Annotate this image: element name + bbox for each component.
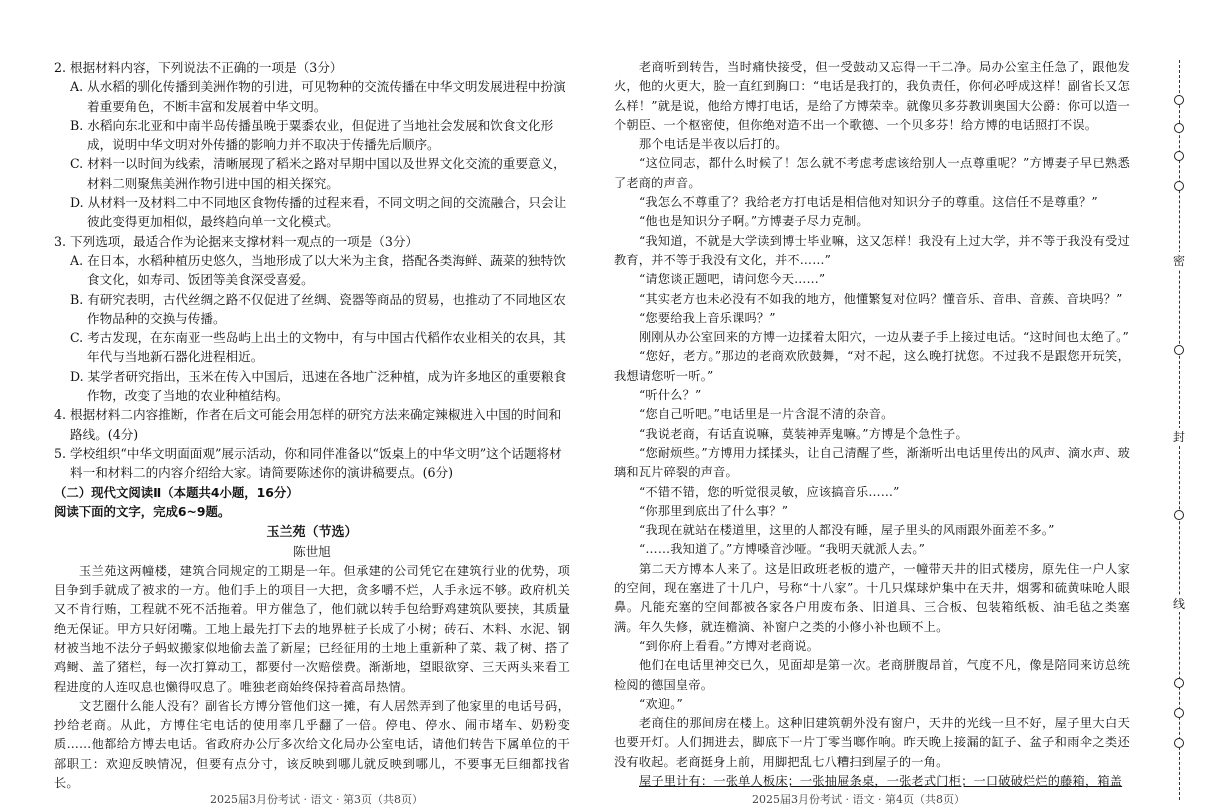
question-stem: 4. 根据材料二内容推断，作者在后文可能会用怎样的研究方法来确定辣椒进入中国的时间和路线。(4分) — [54, 407, 562, 442]
binding-hole-icon — [1174, 708, 1184, 718]
passage-paragraph: “我怎么不尊重了？我给老方打电话是相信他对知识分子的尊重。这信任不是尊重？” — [639, 195, 1098, 210]
binding-label-close: 封 — [1168, 428, 1190, 445]
binding-hole-icon — [1174, 123, 1184, 133]
page-footer-left: 2025届3月份考试 · 语文 · 第3页（共8页） — [210, 793, 423, 806]
passage-title: 玉兰苑（节选） — [266, 525, 358, 541]
question-2 — [54, 58, 570, 77]
passage-paragraph: 第二天方博本人来了。这是旧政班老板的遗产，一幢带天井的旧式楼房，原先住一户人家的空间，现在塞进了十几户，号称“十八家”。十几只煤球炉集中在天井，烟雾和硫黄味呛人眼鼻。凡能充塞的空间都被各家各户用废布条、旧道具、三合板、包装箱纸板、油毛毡之类塞满。年久失修，就连檐滴、补窗户之类的小修小补也顾不上。 — [614, 561, 1130, 634]
option-b: B. 有研究表明，古代丝绸之路不仅促进了丝绸、瓷器等商品的贸易，也推动了不同地区农作物品种的交换与传播。 — [70, 291, 566, 326]
binding-label-seal: 密 — [1168, 252, 1190, 269]
binding-hole-icon — [1174, 181, 1184, 191]
binding-label-line: 线 — [1168, 595, 1190, 612]
option-a: A. 在日本，水稻种植历史悠久，当地形成了以大米为主食，搭配各类海鲜、蔬菜的独特饮食文化，如寿司、饭团等美食深受喜爱。 — [70, 252, 566, 288]
passage-body — [54, 562, 570, 794]
passage-paragraph: “听什么？” — [639, 388, 702, 403]
passage-paragraph: “他也是知识分子啊。”方博妻子尽力克制。 — [639, 214, 869, 229]
option-d: D. 某学者研究指出，玉米在传入中国后，迅速在各地广泛种植，成为许多地区的重要粮食作物，改变了当地的农业种植结构。 — [70, 368, 567, 404]
passage-paragraph: “你那里到底出了什么事？” — [639, 503, 789, 518]
passage-paragraph: “您要给我上音乐课吗？” — [639, 310, 776, 325]
binding-hole-icon — [1174, 510, 1184, 520]
passage-paragraph: “我现在就站在楼道里，这里的人都没有睡，屋子里头的风雨跟外面差不多。” — [639, 523, 1055, 538]
passage-paragraph: 老商住的那间房在楼上。这种旧建筑朝外没有窗户，天井的光线一旦不好，屋子里大白天也要开灯。人们拥进去，脚底下一片丁零当啷作响。昨天晚上接漏的缸子、盆子和雨伞之类还没有收起。老商挺身上前，用脚把乱七八糟扫到屋子的一角。 — [614, 716, 1130, 769]
passage-paragraph: 玉兰苑这两幢楼，建筑合同规定的工期是一年。但承建的公司凭它在建筑行业的优势，项目争到手就成了被求的一方。他们手上的项目一大把，贪多嚼不烂，人手永远不够。政府机关又不肯行贿，工程就不死不活拖着。甲方催急了，他们就以转手包给野鸡建筑队要挟，其质量绝无保证。甲方只好闭嘴。工地上最先打下去的地界桩子长成了小树；砖石、木料、水泥、钢材被当地不法分子蚂蚁搬家似地偷去盖了新屋；已经征用的土地上重新种了菜、栽了树、搭了鸡鲥、盖了猪栏，每一次打算动工，都要付一次赔偿费。渐渐地，望眼欲穿、三天两头来看工程进度的人连叹息也懒得叹息了。唯独老商始终保持着高昂热情。 — [54, 563, 570, 694]
question-3 — [54, 232, 570, 251]
binding-hole-icon — [1174, 738, 1184, 748]
passage-paragraph: 老商听到转告，当时痛快接受，但一受鼓动又忘得一干二净。局办公室主任急了，跟他发火，他的火更大，脸一直红到胸口：“电话是我打的，我负责任，你何必呼成这样！副省长又怎么样！”就是说，他给方博打电话，是给了方博荣幸。就像贝多芬教训奥国大公爵：你可以造一个朝臣、一个枢密使，但你绝对造不出一个歌德、一个贝多芬！给方博的电话照打不误。 — [614, 60, 1130, 132]
left-column — [54, 58, 570, 793]
right-column — [614, 58, 1130, 791]
passage-paragraph: 文艺圈什么能人没有？副省长方博分管他们这一摊，有人居然弄到了他家里的电话号码，抄给老商。从此，方博住宅电话的使用率几乎翻了一倍。停电、停水、闹市堵车、奶粉变质……他都给方博去电话。省政府办公厅多次给文化局办公室电话，请他们转告下属单位的干部职工：欢迎反映情况，但要有点分寸，该反映到哪儿就反映到哪儿，不要事无巨细都找省长。 — [54, 698, 570, 790]
passage-paragraph: “其实老方也未必没有不如我的地方，他懂繁复对位吗？懂音乐、音串、音蔟、音块吗？” — [639, 291, 1123, 306]
question-5 — [54, 444, 570, 483]
question-stem: 5. 学校组织“中华文明面面观”展示活动，你和同伴准备以“饭桌上的中华文明”这个话题将材料一和材料二的内容介绍给大家。请简要陈述你的演讲稿要点。(6分) — [54, 445, 562, 481]
binding-margin — [1164, 60, 1194, 800]
page-footer-right: 2025届3月份考试 · 语文 · 第4页（共8页） — [752, 793, 965, 806]
option-c: C. 考古发现，在东南亚一些岛屿上出土的文物中，有与中国古代稻作农业相关的农具，其年代与当地新石器化进程相近。 — [70, 330, 566, 365]
binding-hole-icon — [1174, 345, 1184, 355]
passage-paragraph: “您好，老方。”那边的老商欢欣鼓舞，“对不起，这么晚打扰您。不过我不是跟您开玩笑，我想请您听一听。” — [614, 349, 1130, 383]
binding-hole-icon — [1174, 95, 1184, 105]
section-heading: （二）现代文阅读Ⅱ（本题共4小题，16分） — [54, 484, 299, 500]
reading-instruction: 阅读下面的文字，完成6~9题。 — [54, 503, 231, 519]
passage-paragraph: “您自己听吧。”电话里是一片含混不清的杂音。 — [639, 407, 894, 422]
question-stem: 2. 根据材料内容，下列说法不正确的一项是（3分） — [54, 60, 343, 75]
passage-paragraph: “不错不错，您的听觉很灵敏，应该搞音乐……” — [639, 484, 900, 499]
passage-paragraph: “……我知道了。”方博嗓音沙哑。“我明天就派人去。” — [639, 542, 926, 557]
passage-author: 陈世旭 — [293, 544, 331, 560]
binding-hole-icon — [1174, 678, 1184, 688]
passage-paragraph: 屋子里计有：一张单人板床；一张抽屉条桌，一张老式门柜；一口破破烂烂的藤箱，箱盖 — [639, 773, 1123, 788]
binding-hole-icon — [1174, 151, 1184, 161]
passage-paragraph: 刚刚从办公室回来的方博一边揉着太阳穴，一边从妻子手上接过电话。“这时间也太绝了。” — [639, 330, 1129, 345]
passage-paragraph: “我说老商，有话直说嘛，莫装神弄鬼嘛。”方博是个急性子。 — [639, 426, 968, 441]
passage-paragraph: 那个电话是半夜以后打的。 — [639, 137, 788, 152]
passage-paragraph: “这位同志，都什么时候了！怎么就不考虑考虑该给别人一点尊重呢？”方博妻子早已熟悉了老商的声音。 — [614, 156, 1130, 190]
passage-paragraph: “欢迎。” — [639, 696, 683, 711]
question-4 — [54, 405, 570, 444]
passage-paragraph: “我知道，不就是大学读到博士毕业嘛，这又怎样！我没有上过大学，并不等于我没有受过教育，并不等于我没有文化，并不……” — [614, 233, 1130, 267]
option-b: B. 水稻向东北亚和中南半岛传播虽晚于粟黍农业，但促进了当地社会发展和饮食文化形成，说明中华文明对外传播的影响力并不取决于传播先后顺序。 — [70, 117, 554, 153]
question-stem: 3. 下列选项，最适合作为论据来支撑材料一观点的一项是（3分） — [54, 233, 419, 249]
passage-paragraph: “到你府上看看。”方博对老商说。 — [639, 638, 820, 653]
passage-paragraph: “请您谈正题吧，请问您今天……” — [639, 272, 826, 287]
option-a: A. 从水稻的驯化传播到美洲作物的引进，可见物种的交流传播在中华文明发展进程中扮演着重要角色，不断丰富和发展着中华文明。 — [70, 79, 566, 114]
passage-paragraph: “您耐烦些。”方博用力揉揉头，让自己清醒了些，渐渐听出电话里传出的风声、滴水声、玻璃和瓦片碎裂的声音。 — [614, 445, 1130, 480]
option-c: C. 材料一以时间为线索，清晰展现了稻米之路对早期中国以及世界文化交流的重要意义，材料二则聚焦美洲作物引进中国的相关探究。 — [70, 156, 566, 191]
option-d: D. 从材料一及材料二中不同地区食物传播的过程来看，不同文明之间的交流融合，只会让彼此变得更加相似，最终趋向单一文化模式。 — [70, 195, 567, 230]
passage-paragraph: 他们在电话里神交已久，见面却是第一次。老商胼腹昂首，气度不凡，像是陪同来访总统检阅的德国皇帝。 — [614, 658, 1130, 692]
